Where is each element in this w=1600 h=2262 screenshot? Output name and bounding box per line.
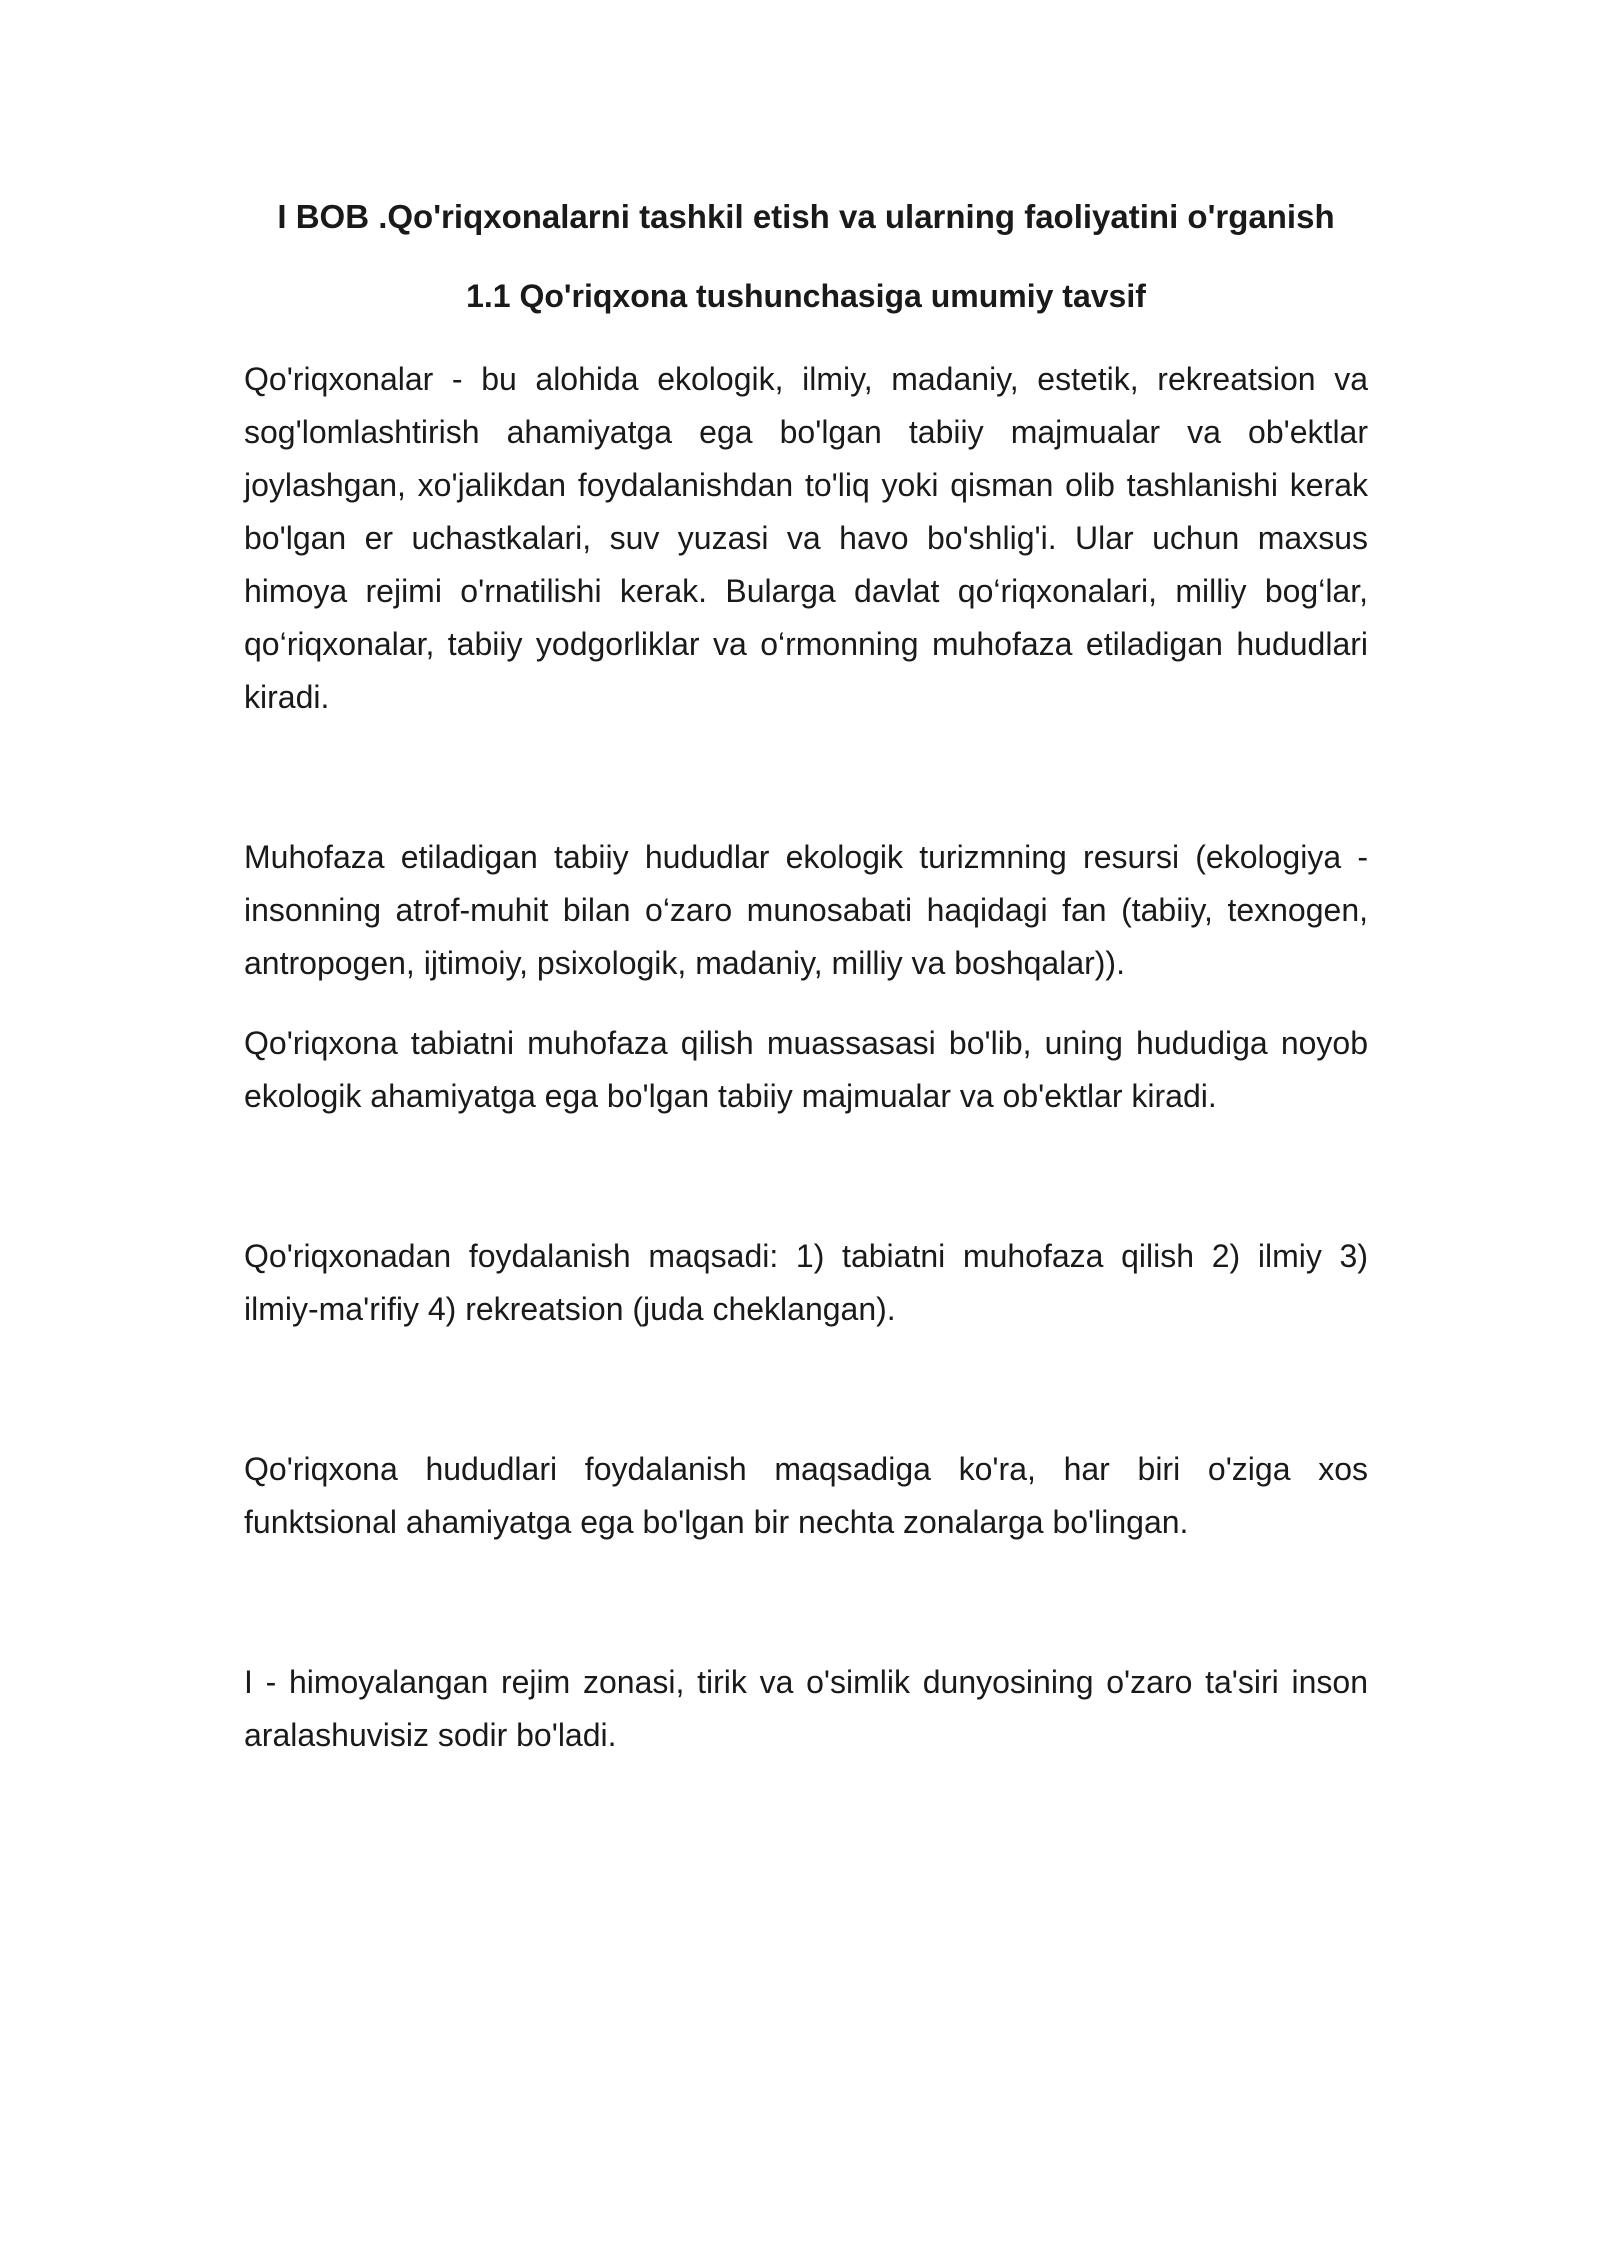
paragraph-ecotourism: Muhofaza etiladigan tabiiy hududlar ekologik turizmning resursi (ekologiya - insonning atrof-muhit bilan o‘zaro munosabati haqidagi fan (tabiiy, texnogen, antropogen, ijtimoiy, psixologik, madaniy, milliy va boshqalar)).: [244, 839, 1368, 981]
paragraph-purpose: Qo'riqxonadan foydalanish maqsadi: 1) tabiatni muhofaza qilish 2) ilmiy 3) ilmiy-ma'rifiy 4) rekreatsion (juda cheklangan).: [244, 1238, 1368, 1327]
text-column: [244, 195, 1368, 1762]
paragraph-definition: Qo'riqxonalar - bu alohida ekologik, ilmiy, madaniy, estetik, rekreatsion va sog'lomlashtirish ahamiyatga ega bo'lgan tabiiy majmualar va ob'ektlar joylashgan, xo'jalikdan foydalanishdan to'liq yoki qisman olib tashlanishi kerak bo'lgan er uchastkalari, suv yuzasi va havo bo'shlig'i. Ular uchun maxsus himoya rejimi o'rnatilishi kerak. Bularga davlat qo‘riqxonalari, milliy bog‘lar, qo‘riqxonalar, tabiiy yodgorliklar va o‘rmonning muhofaza etiladigan hududlari kiradi.: [244, 361, 1368, 715]
paragraph-zones: Qo'riqxona hududlari foydalanish maqsadiga ko'ra, har biri o'ziga xos funktsional ahamiyatga ega bo'lgan bir nechta zonalarga bo'lingan.: [244, 1451, 1368, 1540]
section-subtitle: 1.1 Qo'riqxona tushunchasiga umumiy tavsif: [466, 278, 1146, 314]
chapter-title: I BOB .Qo'riqxonalarni tashkil etish va ularning faoliyatini o'rganish: [277, 198, 1335, 235]
paragraph-institution: Qo'riqxona tabiatni muhofaza qilish muassasasi bo'lib, uning hududiga noyob ekologik ahamiyatga ega bo'lgan tabiiy majmualar va ob'ektlar kiradi.: [244, 1025, 1368, 1114]
paragraph-zone-one: I - himoyalangan rejim zonasi, tirik va o'simlik dunyosining o'zaro ta'siri inson aralashuvisiz sodir bo'ladi.: [244, 1664, 1368, 1753]
